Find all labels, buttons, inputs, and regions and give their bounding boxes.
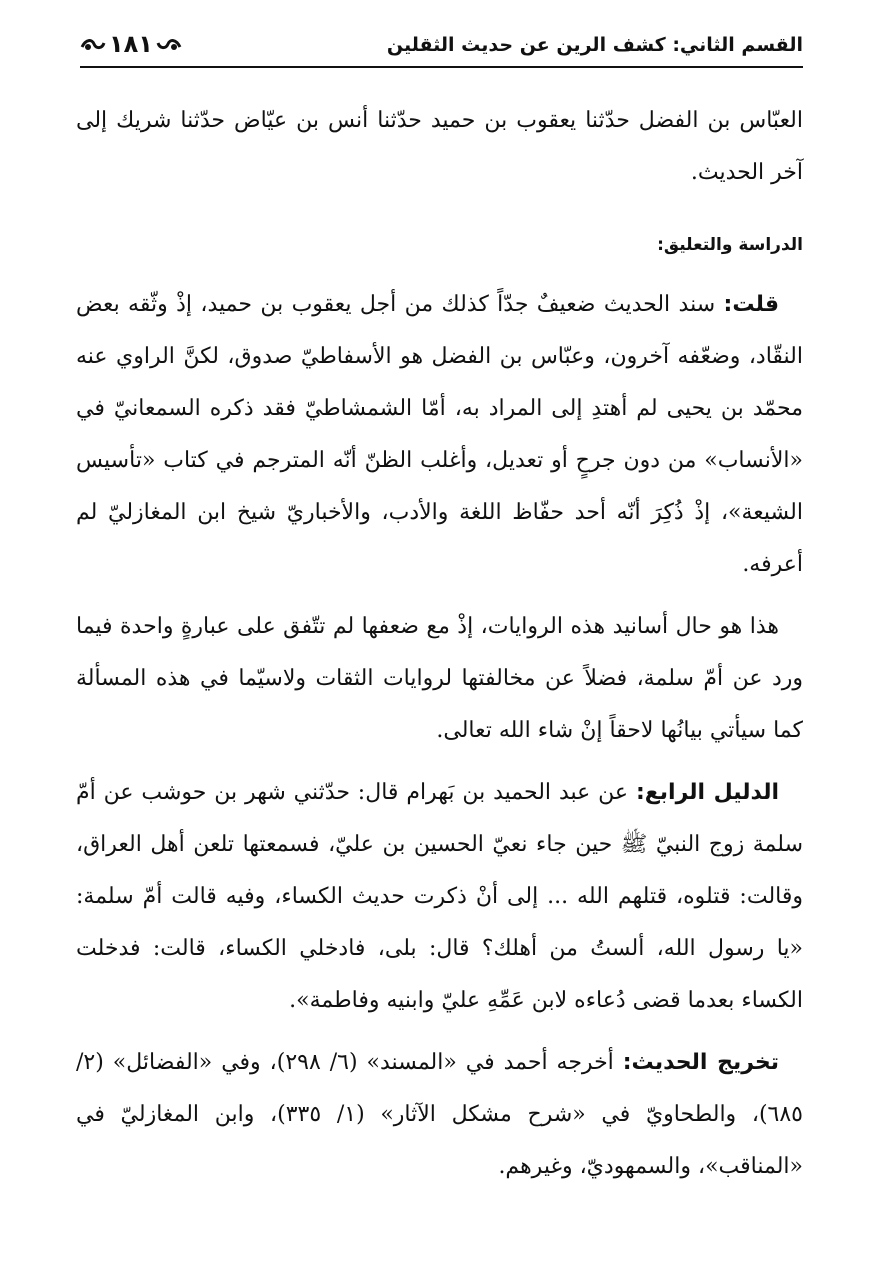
running-title: القسم الثاني: كشف الرين عن حديث الثقلين <box>386 34 803 56</box>
paragraph-takhrij <box>76 1037 803 1193</box>
paragraph-continuation: العبّاس بن الفضل حدّثنا يعقوب بن حميد حدّثنا أنس بن عيّاض حدّثنا شريك إلى آخر الحديث. <box>76 108 803 185</box>
ornament-left-icon <box>80 35 106 53</box>
section-heading: الدراسة والتعليق: <box>657 235 803 255</box>
page-number-block <box>80 28 182 60</box>
paragraph-comment <box>76 279 803 591</box>
ornament-right-icon <box>156 35 182 53</box>
paragraph-text: أخرجه أحمد في «المسند» (٦/ ٢٩٨)، وفي «الفضائل» (٢/ ٦٨٥)، والطحاويّ في «شرح مشكل الآثار» (١/ ٣٣٥)، وابن المغازليّ في «المناقب»، والسمهوديّ، وغيرهم. <box>76 1050 803 1179</box>
paragraph-lead: قلت: <box>723 292 779 317</box>
running-head <box>80 28 803 68</box>
paragraph-text: سند الحديث ضعيفٌ جدّاً كذلك من أجل يعقوب بن حميد، إذْ وثّقه بعض النقّاد، وضعّفه آخرون، وعبّاس بن الفضل هو الأسفاطيّ صدوق، لكنَّ الراوي عنه محمّد بن يحيى لم أهتدِ إلى المراد به، أمّا الشمشاطيّ فقد ذكره السمعانيّ في «الأنساب» من دون جرحٍ أو تعديل، وأغلب الظنّ أنّه المترجم في كتاب «تأسيس الشيعة»، إذْ ذُكِرَ أنّه أحد حفّاظ اللغة والأدب، والأخباريّ شيخ ابن المغازليّ لم أعرفه. <box>76 292 803 577</box>
paragraph-text: عن عبد الحميد بن بَهرام قال: حدّثني شهر بن حوشب عن أمّ سلمة زوج النبيّ ﷺ حين جاء نعيّ الحسين بن عليّ، فسمعتها تلعن أهل العراق، وقالت: قتلوه، قتلهم الله ... إلى أنْ ذكرت حديث الكساء، وفيه قالت أمّ سلمة: «يا رسول الله، ألستُ من أهلك؟ قال: بلى، فادخلي الكساء، قالت: فدخلت الكساء بعدما قضى دُعاءه لابن عَمِّهِ عليّ وابنيه وفاطمة». <box>76 780 803 1013</box>
paragraph-lead: تخريج الحديث: <box>622 1050 780 1075</box>
page-number: ١٨١ <box>109 30 153 58</box>
header-rule <box>80 66 803 68</box>
paragraph-lead: الدليل الرابع: <box>635 780 780 805</box>
page-content <box>76 95 803 1193</box>
paragraph-summary: هذا هو حال أسانيد هذه الروايات، إذْ مع ضعفها لم تتّفق على عبارةٍ واحدة فيما ورد عن أمّ سلمة، فضلاً عن مخالفتها لروايات الثقات ولاسيّما في هذه المسألة كما سيأتي بيانُها لاحقاً إنْ شاء الله تعالى. <box>76 614 803 743</box>
paragraph-fourth-proof <box>76 767 803 1027</box>
